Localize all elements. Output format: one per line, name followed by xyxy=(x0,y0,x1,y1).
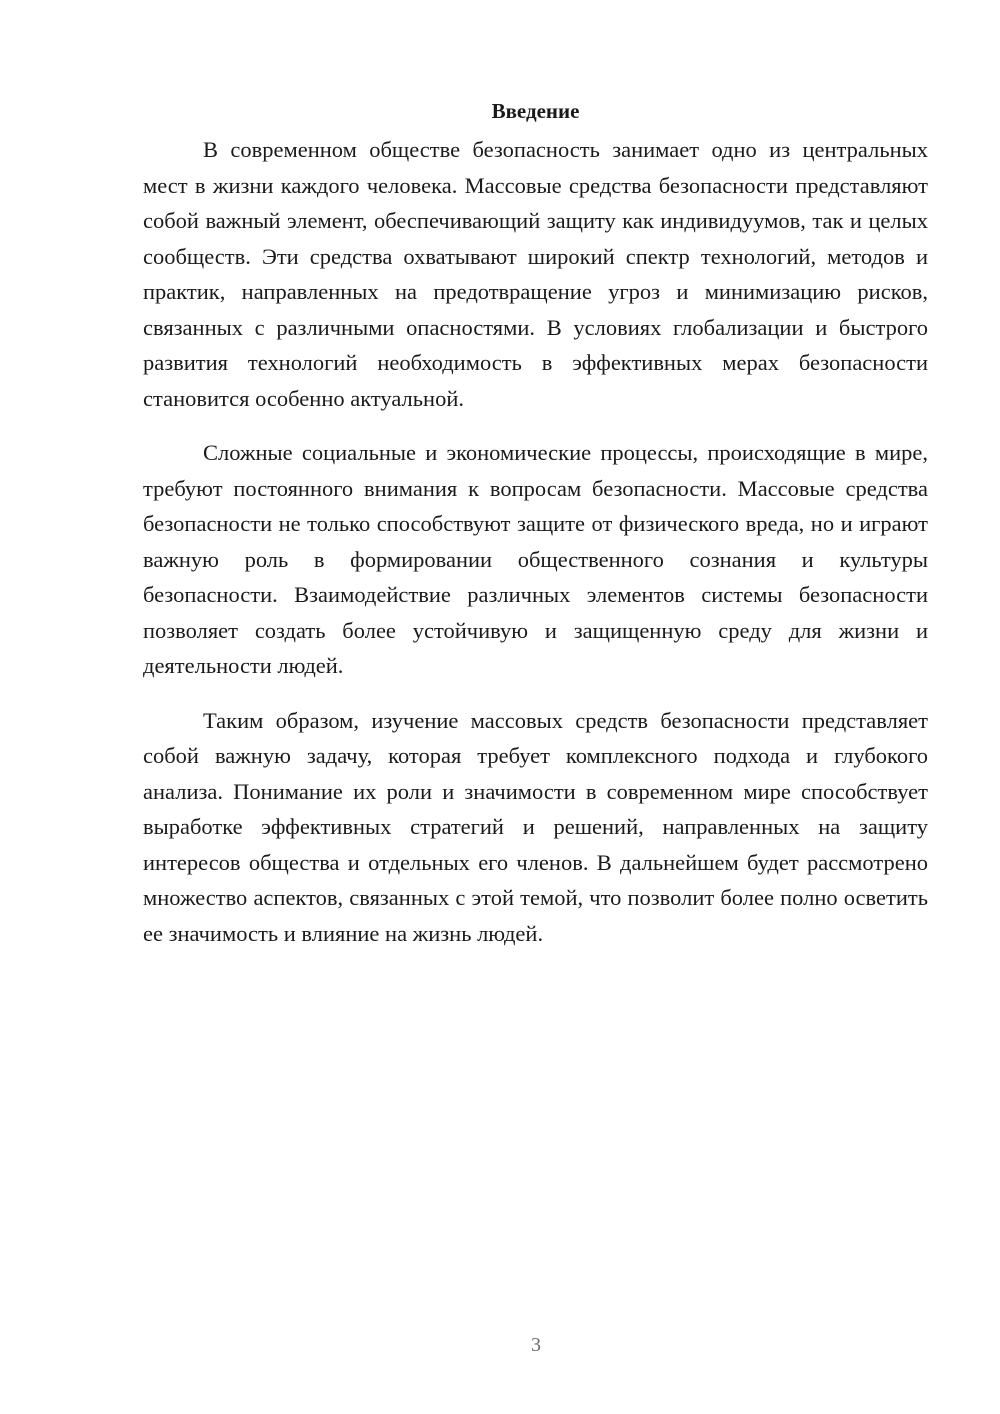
paragraph-3: Таким образом, изучение массовых средств безопасности представляет собой важную задачу, которая требует комплексного подхода и глубокого анализа. Понимание их роли и значимости в современном мире способствует выработке эффективных стратегий и решений, направленных на защиту интересов общества и отдельных его членов. В дальнейшем будет рассмотрено множество аспектов, связанных с этой темой, что позволит более полно осветить ее значимость и влияние на жизнь людей. xyxy=(143,707,928,946)
section-title: Введение xyxy=(491,99,580,123)
paragraph-1: В современном обществе безопасность занимает одно из центральных мест в жизни каждого человека. Массовые средства безопасности представляют собой важный элемент, обеспечивающий защиту как индивидуумов, так и целых сообществ. Эти средства охватывают широкий спектр технологий, методов и практик, направленных на предотвращение угроз и минимизацию рисков, связанных с различными опасностями. В условиях глобализации и быстрого развития технологий необходимость в эффективных мерах безопасности становится особенно актуальной. xyxy=(143,137,928,411)
page-content xyxy=(143,96,928,951)
paragraph-2: Сложные социальные и экономические процессы, происходящие в мире, требуют постоянного внимания к вопросам безопасности. Массовые средства безопасности не только способствуют защите от физического вреда, но и играют важную роль в формировании общественного сознания и культуры безопасности. Взаимодействие различных элементов системы безопасности позволяет создать более устойчивую и защищенную среду для жизни и деятельности людей. xyxy=(143,440,928,678)
page-number: 3 xyxy=(531,1334,541,1356)
